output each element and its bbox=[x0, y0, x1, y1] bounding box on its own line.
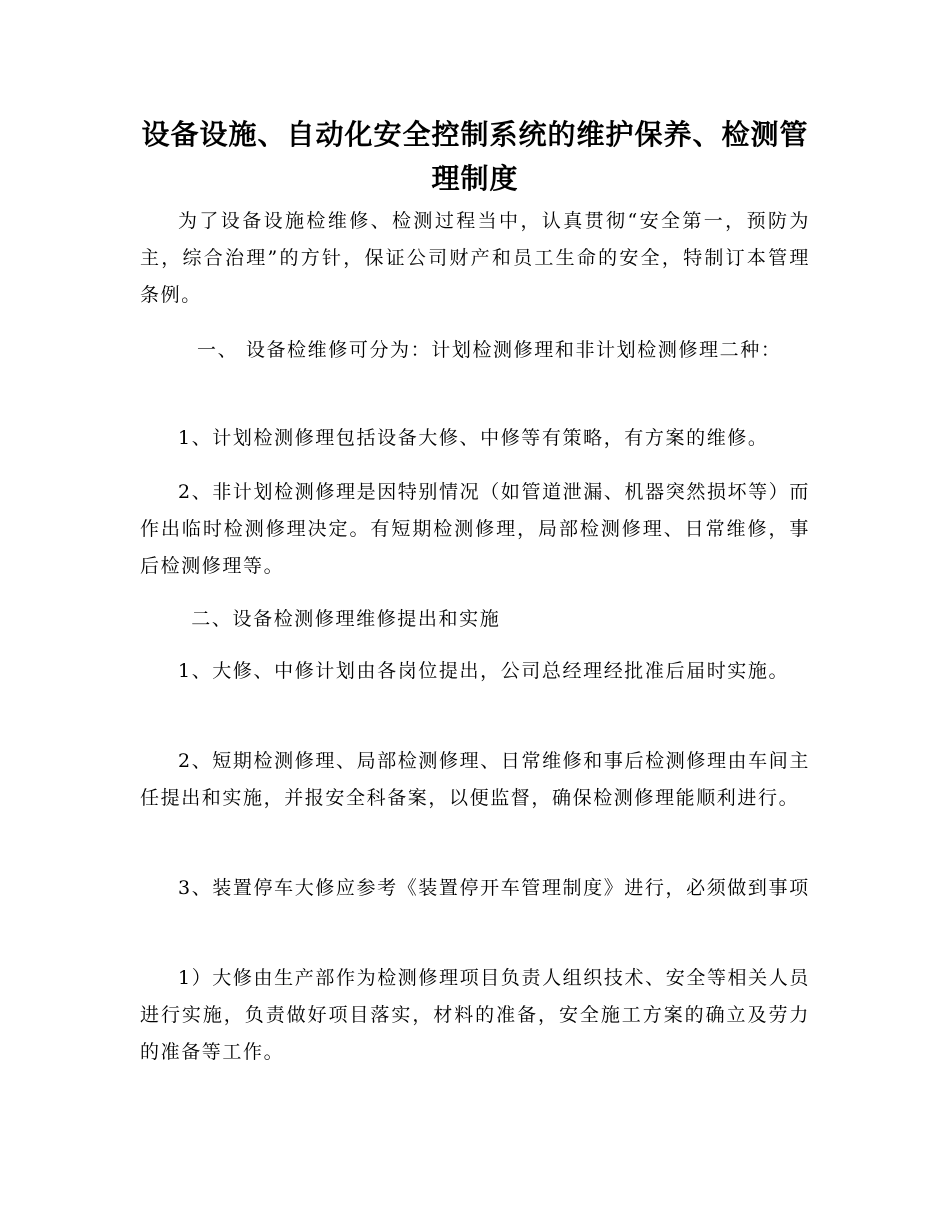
section-heading-2: 二、设备检测修理维修提出和实施 bbox=[191, 608, 501, 630]
paragraph-1-2: 2、非计划检测修理是因特别情况（如管道泄漏、机器突然损坏等）而作出临时检测修理决定。有短期检测修理，局部检测修理、日常维修，事后检测修理等。 bbox=[140, 481, 810, 577]
paragraph-1-1: 1、计划检测修理包括设备大修、中修等有策略，有方案的维修。 bbox=[178, 427, 769, 449]
paragraph-2-2: 2、短期检测修理、局部检测修理、日常维修和事后检测修理由车间主任提出和实施，并报安全科备案，以便监督，确保检测修理能顺利进行。 bbox=[140, 750, 810, 809]
paragraph-2-3-1: 1）大修由生产部作为检测修理项目负责人组织技术、安全等相关人员进行实施，负责做好项目落实，材料的准备，安全施工方案的确立及劳力的准备等工作。 bbox=[140, 967, 810, 1063]
paragraph-intro: 为了设备设施检维修、检测过程当中，认真贯彻“安全第一，预防为主，综合治理”的方针，保证公司财产和员工生命的安全，特制订本管理条例。 bbox=[140, 210, 810, 306]
document-title: 设备设施、自动化安全控制系统的维护保养、检测管理制度 bbox=[141, 118, 809, 195]
section-heading-1: 一、 设备检维修可分为：计划检测修理和非计划检测修理二种： bbox=[197, 339, 782, 361]
paragraph-2-3: 3、装置停车大修应参考《装置停开车管理制度》进行，必须做到事项 bbox=[178, 877, 810, 899]
paragraph-2-1: 1、大修、中修计划由各岗位提出，公司总经理经批准后届时实施。 bbox=[178, 660, 790, 682]
